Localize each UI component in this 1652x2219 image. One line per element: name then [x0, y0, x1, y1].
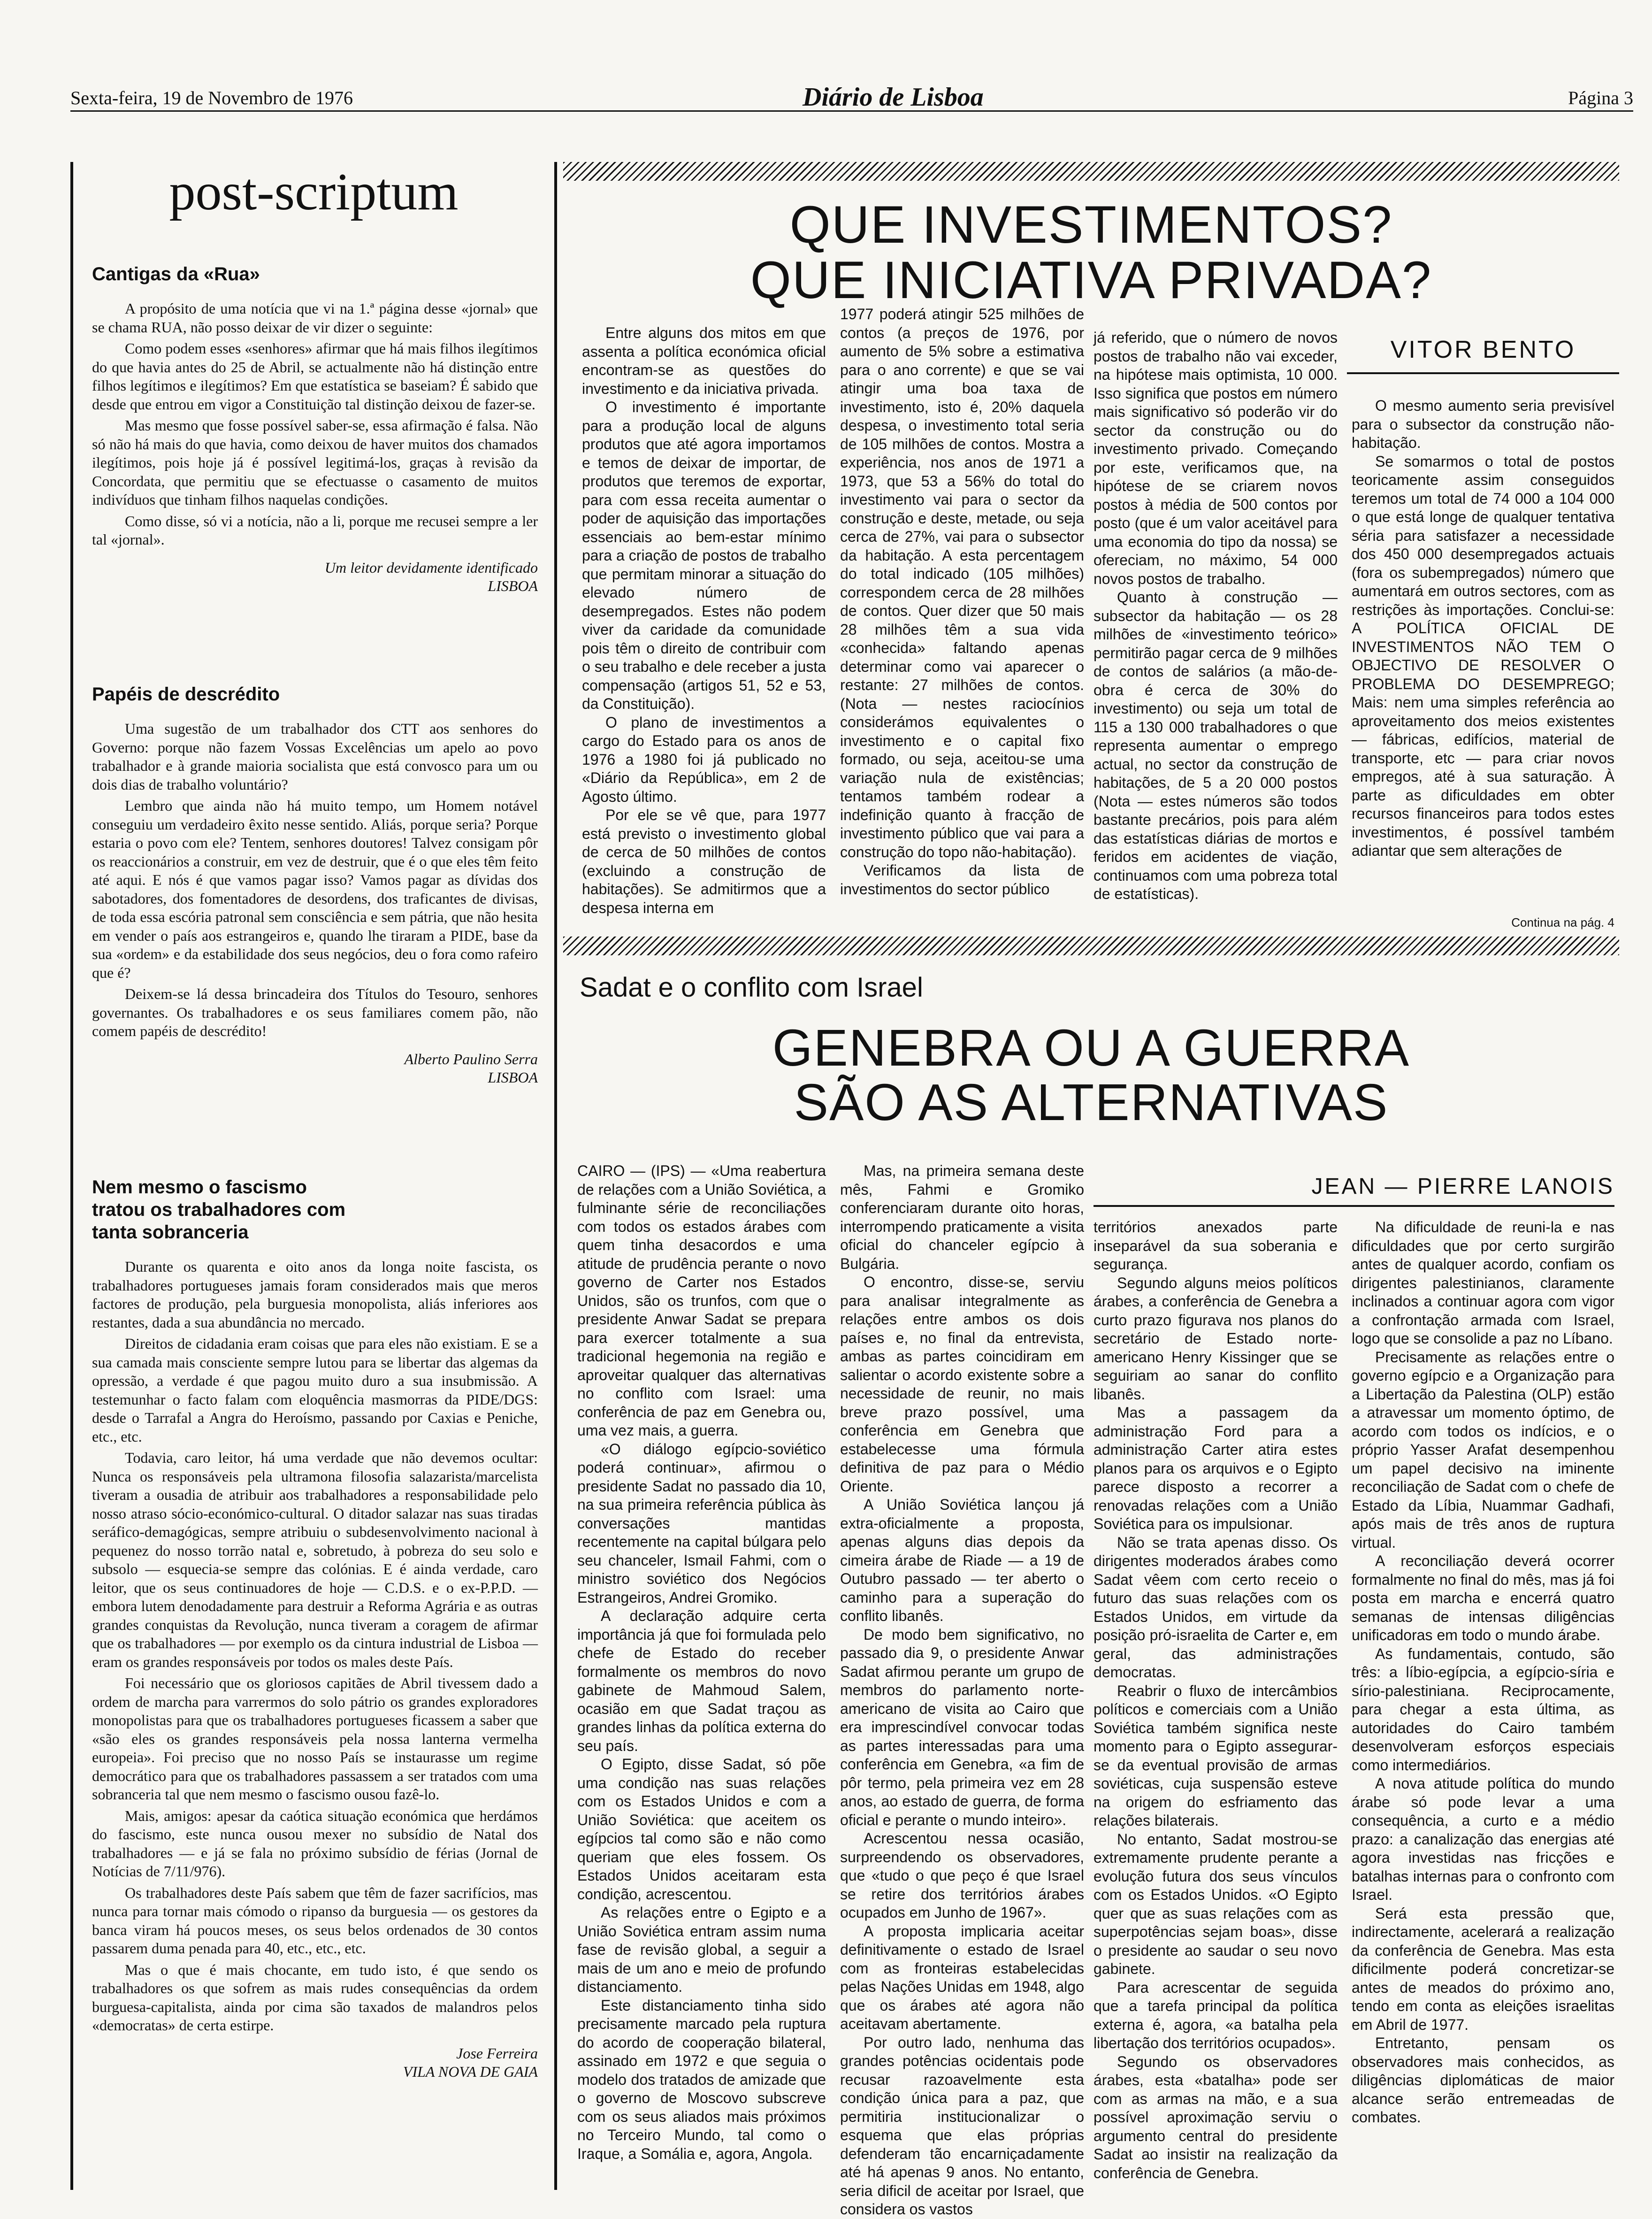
headline-line: SÃO AS ALTERNATIVAS — [794, 1073, 1389, 1131]
letter-paragraph: Como disse, só vi a notícia, não a li, porque me recusei sempre a ler tal «jornal». — [92, 512, 538, 548]
article-paragraph: O investimento é importante para a produção local de alguns produtos que até agora importamos e temos de deixar de importar, de produtos que teremos de exportar, para com essa receita aumentar o poder de aquisição das importações essenciais ao bem-estar mínimo para a criação de postos de trabalho que permitam minorar a situação do elevado número de desempregados. Estes não podem viver da caridade da comunidade pois têm o direito de contribuir com o seu trabalho e dele receber a justa compensação (artigos 51, 52 e 53, da Constituição). — [582, 399, 826, 712]
signature-place: LISBOA — [488, 577, 538, 594]
hatch-rule-top — [563, 162, 1619, 181]
article-paragraph: Não se trata apenas disso. Os dirigentes moderados árabes como Sadat vêem com certo receio o futuro das suas relações com os Estados Unidos, em virtude da posição pró-israelita de Carter e, em geral, das administrações democratas. — [1094, 1534, 1338, 1681]
letter-cantigas — [92, 263, 538, 595]
article-paragraph: A proposta implicaria aceitar definitivamente o estado de Israel com as fronteiras estabelecidas pelas Nações Unidas em 1948, algo que os árabes até agora não aceitavam abertamente. — [840, 1922, 1084, 2032]
article1-headline — [563, 197, 1619, 307]
article1-column-2 — [840, 305, 1084, 898]
article-paragraph: Para acrescentar de seguida que a tarefa principal da política externa é, agora, «a batalha pela libertação dos territórios ocupados». — [1094, 1979, 1338, 2051]
article-paragraph: 1977 poderá atingir 525 milhões de contos (a preços de 1976, por aumento de 5% sobre a estimativa para o ano corrente) e que se vai atingir uma boa taxa de investimento, isto é, 20% daquela despesa, o investimento total seria de 105 milhões de contos. Mostra a experiência, nos anos de 1971 a 1973, que 53 a 56% do total do investimento vai para o sector da construção e deste, metade, ou seja cerca de 27%, vai para o subsector da habitação. A esta percentagem do total indicado (105 milhões) correspondem cerca de 28 milhões de contos. Quer dizer que 50 mais 28 milhões têm a sua vida «conhecida» faltando apenas determinar como vai aparecer o restante: 27 milhões de contos. (Nota — nestes raciocínios considerámos equivalentes o investimento e o capital fixo formado, ou seja, aceitou-se uma variação nula de existências; tentamos também rodear a indefinição quanto à fracção de investimento público que vai para a construção do topo não-habitação). — [840, 306, 1084, 860]
article-paragraph: já referido, que o número de novos postos de trabalho não vai exceder, na hipótese mais optimista, 10 000. Isso significa que postos em número mais significativo só poderão vir do sector da construção ou do investimento privado. Começando por este, verificamos que, na hipótese de se criarem novos postos à média de 500 contos por posto (que é um valor aceitável para uma economia do tipo da nossa) se ofereciam, no máximo, 54 000 novos postos de trabalho. — [1094, 329, 1338, 587]
article1-column-3 — [1094, 329, 1338, 904]
article2-column-3 — [1094, 1218, 1338, 2182]
article2-column-1 — [577, 1162, 826, 2163]
article-paragraph: Acrescentou nessa ocasião, surpreendendo os observadores, que «tudo o que peço é que Israel se retire dos territórios árabes ocupados em Junho de 1967». — [840, 1830, 1084, 1921]
article-paragraph: Segundo os observadores árabes, esta «batalha» pode ser com as armas na mão, e a sua possível aproximação serviu o argumento central do presidente Sadat ao insistir na realização da conferência de Genebra. — [1094, 2053, 1338, 2181]
article-paragraph: Quanto à construção — subsector da habitação — os 28 milhões de «investimento teórico» permitirão pagar cerca de 9 milhões de contos de salários (a mão-de-obra é cerca de 30% do investimento) ou seja um total de 115 a 130 000 trabalhadores o que representa aumentar o emprego actual, no sector da construção de habitações, de 5 a 20 000 postos (Nota — estes números são todos bastante precários, pois para além das estatísticas diárias de mortos e feridos em acidentes de viação, continuamos com uma pobreza total de estatísticas). — [1094, 589, 1338, 902]
article-paragraph: Este distanciamento tinha sido precisamente marcado pela ruptura do acordo de cooperação bilateral, assinado em 1972 e que seguia o modelo dos tratados de amizade que o governo de Moscovo subscreve com os seus aliados mais próximos no Terceiro Mundo, tal como o Iraque, a Somália e, agora, Angola. — [577, 1996, 826, 2162]
letter-paragraph: Como podem esses «senhores» afirmar que há mais filhos ilegítimos do que havia antes do 25 de Abril, se actualmente não há distinção entre filhos legítimos e ilegítimos? Em que estatística se baseiam? É sabido que desde que entrou em vigor a Constituição tal distinção deixou de fazer-se. — [92, 340, 538, 413]
headline-line: GENEBRA OU A GUERRA — [772, 1019, 1410, 1077]
article-paragraph: Entretanto, pensam os observadores mais conhecidos, as diligências diplomáticas de maior alcance serão entremeadas de combates. — [1352, 2035, 1614, 2126]
article2-kicker: Sadat e o conflito com Israel — [580, 972, 923, 1003]
article1-column-1 — [582, 324, 826, 917]
article-paragraph: A União Soviética lançou já extra-oficialmente a proposta, apenas alguns dias depois da cimeira árabe de Riade — a 19 de Outubro passado — ter aberto o caminho para a superação do conflito libanês. — [840, 1496, 1084, 1624]
article-paragraph: O encontro, disse-se, serviu para analisar integralmente as relações entre ambos os dois países e, no final da entrevista, ambas as partes coincidiram em salientar o acordo existente sobre a necessidade de reunir, no mais breve prazo possível, uma conferência em Genebra que estabelecesse uma fórmula definitiva de paz para o Médio Oriente. — [840, 1274, 1084, 1495]
letter-paragraph: Mas mesmo que fosse possível saber-se, essa afirmação é falsa. Não só não há mais do que havia, como deixou de haver muitos dos chamados ilegítimos, pois hoje já é possível legitimá-los, graças à revisão da Concordata, que permitiu que se efectuasse o casamento de muitos indivíduos que tinham filhos naquelas condições. — [92, 417, 538, 508]
letter-paragraph: Lembro que ainda não há muito tempo, um Homem notável conseguiu um verdadeiro êxito nesse sentido. Aliás, porque seria? Porque estaria o povo com ele? Tentem, senhores doutores! Talvez consigam pôr os reaccionários a construir, em vez de destruir, que é o que eles têm feito até aqui. E nós é que vamos pagar isso? Vamos pagar as dívidas dos sabotadores, dos fomentadores de desordens, dos traficantes de divisas, de toda essa escória patronal sem consciência e sem pátria, que não hesita em vender o país aos estrangeiros e, quando lhe tiraram a PIDE, base da sua «ordem» e da estabilidade dos seus negócios, deu o fora como rafeiro que é? — [92, 797, 538, 981]
article-paragraph: De modo bem significativo, no passado dia 9, o presidente Anwar Sadat afirmou perante um grupo de membros do parlamento norte-americano de visita ao Cairo que era imprescindível convocar todas as partes interessadas para uma conferência em Genebra, «a fim de pôr termo, pela primeira vez em 28 anos, ao estado de guerra, de forma oficial e perante o mundo inteiro». — [840, 1626, 1084, 1828]
signature-place: LISBOA — [488, 1068, 538, 1086]
article-paragraph: Entre alguns dos mitos em que assenta a política económica oficial encontram-se as questões do investimento e da iniciativa privada. — [582, 324, 826, 397]
article-paragraph: Mas a passagem da administração Ford para a administração Carter atira estes planos para os arquivos e o Egipto parece disposto a recorrer a renovadas relações com a União Soviética para os impulsionar. — [1094, 1404, 1338, 1532]
continued-note: Continua na pág. 4 — [1511, 915, 1614, 929]
article-paragraph: Se somarmos o total de postos teoricamente assim conseguidos teremos um total de 74 000 a 104 000 o que está longe de qualquer tentativa séria para satisfazer a necessidade dos 450 000 desempregados actuais (fora os subempregados) número que aumentará em outros sectores, com as restrições às importações. Conclui-se: A POLÍTICA OFICIAL DE INVESTIMENTOS NÃO TEM O OBJECTIVO DE RESOLVER O PROBLEMA DO DESEMPREGO; Mais: nem uma simples referência ao aproveitamento dos meios existentes — fábricas, edifícios, material de transporte, etc — para criar novos empregos, até à sua saturação. À parte as dificuldades em obter recursos financeiros para todos estes investimentos, é possível também adiantar que sem alterações de — [1352, 453, 1614, 859]
article1-author: VITOR BENTO — [1347, 336, 1619, 374]
article-paragraph: A nova atitude política do mundo árabe só pode levar a uma consequência, a curto e a médio prazo: a canalização das energias até agora investidas nas fricções e batalhas internas para o confronto com Israel. — [1352, 1775, 1614, 1903]
article-paragraph: Mas, na primeira semana deste mês, Fahmi e Gromiko conferenciaram durante oito horas, interrompendo praticamente a visita oficial do chanceler egípcio à Bulgária. — [840, 1162, 1084, 1272]
letter-title: Nem mesmo o fascismo tratou os trabalhadores com tanta sobranceria — [92, 1177, 346, 1243]
letter-title: Cantigas da «Rua» — [92, 264, 260, 284]
article-paragraph: Verificamos da lista de investimentos do sector público — [840, 862, 1084, 898]
signature-place: VILA NOVA DE GAIA — [403, 2063, 538, 2080]
postscriptum-heading: post-scriptum — [169, 163, 459, 221]
letter-paragraph: Mais, amigos: apesar da caótica situação económica que herdámos do fascismo, este nunca ousou mexer no subsídio de Natal dos trabalhadores — e já se fala no próximo subsídio de férias (Jornal de Notícias de 7/11/976). — [92, 1807, 538, 1880]
article-paragraph: Por ele se vê que, para 1977 está previsto o investimento global de cerca de 50 milhões de contos (excluindo a construção de habitações). Se admitirmos que a despesa interna em — [582, 806, 826, 916]
headline-line: QUE INVESTIMENTOS? — [789, 195, 1393, 254]
letter-signature — [92, 559, 538, 595]
letter-papeis — [92, 683, 538, 1087]
letter-paragraph: Durante os quarenta e oito anos da longa noite fascista, os trabalhadores portugueses jamais foram considerados mais que meros factores de produção, pela burguesia monopolista, aliás inferiores aos restantes, dada a sua abundância no mercado. — [92, 1258, 538, 1331]
article-paragraph: Por outro lado, nenhuma das grandes potências ocidentais pode recusar razoavelmente esta condição única para a paz, que permitiria institucionalizar o esquema que elas próprias defenderam tão encarniçadamente até há apenas 9 anos. No entanto, seria dificil de aceitar por Israel, que considera os vastos — [840, 2034, 1084, 2218]
issue-date: Sexta-feira, 19 de Novembro de 1976 — [70, 87, 353, 108]
letter-paragraph: A propósito de uma notícia que vi na 1.ª página desse «jornal» que se chama RUA, não posso deixar de vir dizer o seguinte: — [92, 300, 538, 336]
masthead — [70, 82, 1633, 115]
signature-name: Um leitor devidamente identificado — [324, 559, 538, 576]
headline-line: QUE INICIATIVA PRIVADA? — [750, 250, 1432, 309]
article-paragraph: O plano de investimentos a cargo do Estado para os anos de 1976 a 1980 foi já publicado no «Diário da República», em 2 de Agosto último. — [582, 714, 826, 805]
letter-paragraph: Todavia, caro leitor, há uma verdade que não devemos ocultar: Nunca os responsáveis pela ultramona filosofia salazarista/marcelista tiveram a ousadia de atribuir aos trabalhadores a responsabilidade pelo nosso atraso sócio-económico-cultural. O ditador salazar nas suas tiradas seráfico-demagógicas, sempre atribuiu o subdesenvolvimento nacional à pequenez do nosso torrão natal e, sobretudo, à pobreza do seu solo e subsolo — esquecia-se sempre das colónias. E é ainda verdade, caro leitor, que os seus continuadores de hoje — C.D.S. e o ex-P.P.D. — embora lutem denodadamente para destruir a Reforma Agrária e as outras grandes conquistas da Revolução, nunca tiveram a coragem de afirmar que os trabalhadores — por exemplo os da cintura industrial de Lisboa — eram os grandes responsáveis por todos os males deste País. — [92, 1449, 538, 1670]
article2-column-4 — [1352, 1218, 1614, 2127]
signature-name: Jose Ferreira — [456, 2044, 538, 2062]
letter-title: Papéis de descrédito — [92, 684, 280, 705]
postscriptum-column — [70, 162, 557, 2190]
newspaper-title: Diário de Lisboa — [803, 83, 984, 112]
signature-name: Alberto Paulino Serra — [404, 1050, 538, 1067]
article-paragraph: «O diálogo egípcio-soviético poderá continuar», afirmou o presidente Sadat no passado dia 10, na sua primeira referência pública às conversações mantidas recentemente na capital búlgara pelo seu chanceler, Ismail Fahmi, com o ministro soviético dos Negócios Estrangeiros, Andrei Gromiko. — [577, 1440, 826, 1606]
article-paragraph: Precisamente as relações entre o governo egípcio e a Organização para a Libertação da Palestina (OLP) estão a atravessar um momento óptimo, de acordo com todos os indícios, e o próprio Yasser Arafat desempenhou um papel decisivo na iminente reconciliação de Sadat com o chefe de Estado da Líbia, Nuammar Gadhafi, após mais de três anos de ruptura virtual. — [1352, 1348, 1614, 1551]
letter-paragraph: Direitos de cidadania eram coisas que para eles não existiam. E se a sua camada mais consciente sempre lutou para se libertar das algemas da opressão, a verdade é que pagou muito duro a sua insubmissão. A testemunhar o facto falam com eloquência masmorras da PIDE/DGS: desde o Tarrafal a Angra do Heroísmo, passando por Caxias e Peniche, etc., etc. — [92, 1335, 538, 1445]
article-paragraph: Reabrir o fluxo de intercâmbios políticos e comerciais com a União Soviética também significa neste momento para o Egipto assegurar-se da eventual provisão de armas soviéticas, cuja suspensão esteve na origem do esfriamento das relações bilaterais. — [1094, 1682, 1338, 1829]
article-paragraph: O mesmo aumento seria previsível para o subsector da construção não-habitação. — [1352, 397, 1614, 451]
article-paragraph: Na dificuldade de reuni-la e nas dificuldades que por certo surgirão antes de qualquer acordo, confiam os dirigentes palestinianos, claramente inclinados a continuar agora com vigor a confrontação armada com Israel, logo que se consolide a paz no Líbano. — [1352, 1219, 1614, 1347]
hatch-rule-middle — [563, 937, 1619, 955]
letter-signature — [92, 2044, 538, 2081]
article2-column-2 — [840, 1162, 1084, 2219]
letter-paragraph: Deixem-se lá dessa brincadeira dos Títulos do Tesouro, senhores governantes. Os trabalhadores e os seus familiares comem pão, não comem papéis de descrédito! — [92, 985, 538, 1039]
article-paragraph: As relações entre o Egipto e a União Soviética entram assim numa fase de revisão global, a seguir a mais de um ano e meio de profundo distanciamento. — [577, 1904, 826, 1995]
article-paragraph: Será esta pressão que, indirectamente, acelerará a realização da conferência de Genebra. Mas esta dificilmente poderá concretizar-se antes de meados do próximo ano, tendo em conta as eleições israelitas em Abril de 1977. — [1352, 1904, 1614, 2033]
letter-signature — [92, 1050, 538, 1087]
article-paragraph: territórios anexados parte inseparável da sua soberania e segurança. — [1094, 1219, 1338, 1273]
letter-paragraph: Uma sugestão de um trabalhador dos CTT aos senhores do Governo: porque não fazem Vossas Excelências um apelo ao povo trabalhador e à grande maioria socialista que está convosco para um ou dois dias de trabalho voluntário? — [92, 720, 538, 793]
letter-fascismo — [92, 1176, 538, 2081]
article2-headline — [563, 1021, 1619, 1129]
page-number: Página 3 — [1568, 87, 1633, 108]
article2-author: JEAN — PIERRE LANOIS — [1094, 1174, 1614, 1207]
letter-paragraph: Foi necessário que os gloriosos capitães de Abril tivessem dado a ordem de marcha para varrermos do solo pátrio os grandes exploradores monopolistas para que os trabalhadores portugueses ficassem a saber que «são eles os grandes responsáveis pela nossa lanterna vermelha europeia». Foi preciso que no nosso País se instaurasse um regime democrático para que os trabalhadores passassem a ser tratados com uma sobranceria tal que nem mesmo o fascismo ousou fazê-lo. — [92, 1674, 538, 1803]
masthead-rule — [70, 110, 1633, 112]
article-paragraph: A declaração adquire certa importância já que foi formulada pelo chefe de Estado do receber formalmente os membros do novo gabinete de Mahmoud Salem, ocasião em que Sadat traçou as grandes linhas da política externa do seu país. — [577, 1607, 826, 1754]
letter-paragraph: Mas o que é mais chocante, em tudo isto, é que sendo os trabalhadores os que sofrem as mais rudes consequências da ordem burguesa-capitalista, ainda por cima são taxados de malandros pelos «democratas» de certa estirpe. — [92, 1961, 538, 2034]
article-paragraph: Segundo alguns meios políticos árabes, a conferência de Genebra a curto prazo figurava nos planos do secretário de Estado norte-americano Henry Kissinger que se seguiriam ao sanar do conflito libanês. — [1094, 1274, 1338, 1403]
article-paragraph: CAIRO — (IPS) — «Uma reabertura de relações com a União Soviética, a fulminante série de reconciliações com todos os estados árabes com quem tinha desacordos e uma atitude de prudência perante o novo governo de Carter nos Estados Unidos, são os trunfos, com que o presidente Anwar Sadat se prepara para exercer totalmente a sua tradicional hegemonia na região e aproveitar qualquer das alternativas no conflito com Israel: uma conferência de paz em Genebra ou, uma vez mais, a guerra. — [577, 1162, 826, 1439]
article-paragraph: O Egipto, disse Sadat, só põe uma condição nas suas relações com os Estados Unidos e com a União Soviética: que aceitem os egípcios tal como são e não como queriam que eles fossem. Os Estados Unidos aceitaram esta condição, acrescentou. — [577, 1756, 826, 1903]
letter-paragraph: Os trabalhadores deste País sabem que têm de fazer sacrifícios, mas nunca para tornar mais cómodo o ripanso da burguesia — os gestores da banca viram há poucos meses, os seus belos ordenados de 30 contos passarem duma penada para 40, etc., etc., etc. — [92, 1884, 538, 1957]
article-paragraph: No entanto, Sadat mostrou-se extremamente prudente perante a evolução futura dos seus vínculos com os Estados Unidos. «O Egipto quer que as suas relações com as superpotências sejam boas», disse o presidente ao saudar o seu novo gabinete. — [1094, 1830, 1338, 1977]
article1-column-4 — [1352, 397, 1614, 860]
article-paragraph: A reconciliação deverá ocorrer formalmente no final do mês, mas já foi posta em marcha e encerrá quatro semanas de intensas diligências unificadoras em todo o mundo árabe. — [1352, 1552, 1614, 1643]
article-paragraph: As fundamentais, contudo, são três: a líbio-egípcia, a egípcio-síria e sírio-palestiniana. Reciprocamente, para chegar a esta última, as autoridades do Cairo também desenvolveram esforços especiais como intermediários. — [1352, 1645, 1614, 1774]
